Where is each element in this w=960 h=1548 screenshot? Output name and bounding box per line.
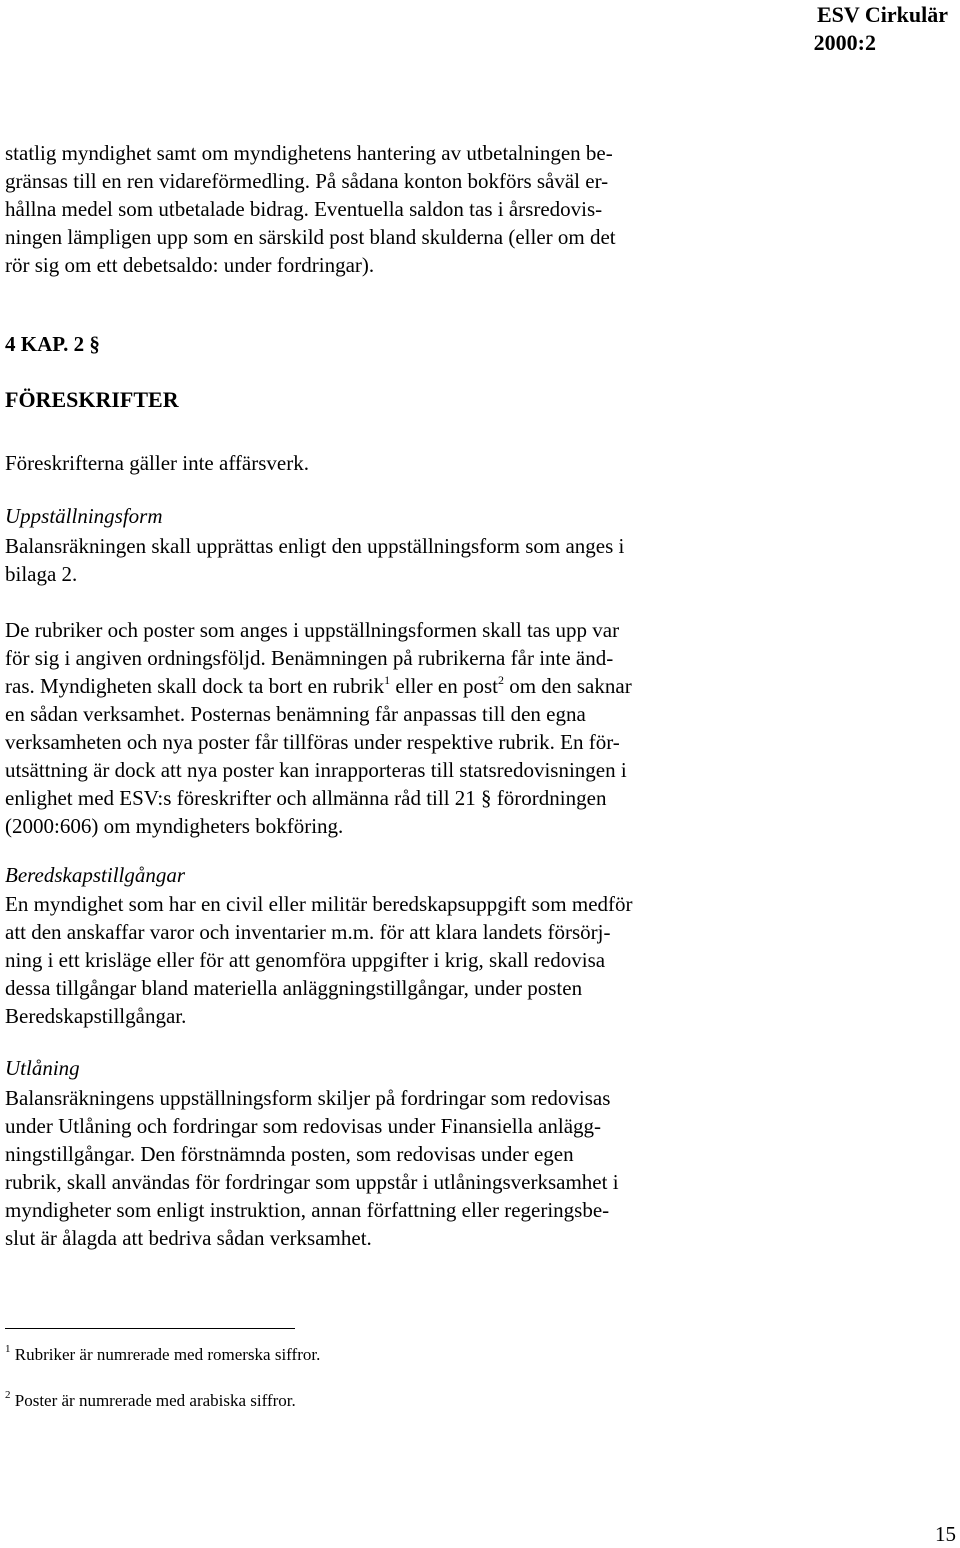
footnote-1 <box>5 1344 320 1366</box>
beredskap-line: Beredskapstillgångar. <box>5 1004 187 1028</box>
utlaning-line: Balansräkningens uppställningsform skiljer på fordringar som redovisas <box>5 1086 611 1110</box>
subheading-uppstallningsform: Uppställningsform <box>5 504 163 528</box>
header-title: ESV Cirkulär <box>816 2 948 27</box>
utlaning-line: under Utlåning och fordringar som redovisas under Finansiella anlägg- <box>5 1114 602 1138</box>
intro-line: statlig myndighet samt om myndighetens hantering av utbetalningen be- <box>5 141 613 165</box>
rubriker-line: utsättning är dock att nya poster kan inrapporteras till statsredovisningen i <box>5 758 627 782</box>
subheading-utlaning: Utlåning <box>5 1056 80 1080</box>
rubriker-text: om den saknar <box>503 674 632 698</box>
rubriker-line: verksamheten och nya poster får tillföras under respektive rubrik. En för- <box>5 730 620 754</box>
footnote-2 <box>5 1390 296 1412</box>
utlaning-line: ningstillgångar. Den förstnämnda posten, som redovisas under egen <box>5 1142 574 1166</box>
footnote-mark: 1 <box>5 1343 11 1355</box>
chapter-heading: 4 KAP. 2 § <box>5 332 100 356</box>
beredskap-line: att den anskaffar varor och inventarier m.m. för att klara landets försörj- <box>5 920 611 944</box>
rubriker-line: (2000:606) om myndigheters bokföring. <box>5 814 344 838</box>
beredskap-line: ning i ett krisläge eller för att genomföra uppgifter i krig, skall redovisa <box>5 948 606 972</box>
scope-line: Föreskrifterna gäller inte affärsverk. <box>5 451 309 475</box>
rubriker-line: för sig i angiven ordningsföljd. Benämningen på rubrikerna får inte änd- <box>5 646 614 670</box>
section-title: FÖRESKRIFTER <box>5 387 179 412</box>
rubriker-line: enlighet med ESV:s föreskrifter och allmänna råd till 21 § förordningen <box>5 786 607 810</box>
footnote-ref-2[interactable]: 2 <box>497 673 504 687</box>
utlaning-line: rubrik, skall användas för fordringar som uppstår i utlåningsverksamhet i <box>5 1170 619 1194</box>
subheading-beredskapstillgangar: Beredskapstillgångar <box>5 863 186 887</box>
rubriker-text: ras. Myndigheten skall dock ta bort en rubrik <box>5 674 385 698</box>
uppstallningsform-line: Balansräkningen skall upprättas enligt den uppställningsform som anges i <box>5 534 625 558</box>
beredskap-line: En myndighet som har en civil eller militär beredskapsuppgift som medför <box>5 892 633 916</box>
rubriker-line-with-footnote-refs <box>5 672 632 700</box>
footnote-mark: 2 <box>5 1389 11 1401</box>
intro-line: rör sig om ett debetsaldo: under fordringar). <box>5 253 375 277</box>
footnote-text: Rubriker är numrerade med romerska siffror. <box>14 1345 321 1364</box>
uppstallningsform-line: bilaga 2. <box>5 562 78 586</box>
intro-line: gränsas till en ren vidareförmedling. På sådana konton bokförs såväl er- <box>5 169 609 193</box>
header-number: 2000:2 <box>813 30 876 55</box>
intro-line: hållna medel som utbetalade bidrag. Eventuella saldon tas i årsredovis- <box>5 197 603 221</box>
page-number: 15 <box>935 1522 956 1546</box>
rubriker-line: De rubriker och poster som anges i uppställningsformen skall tas upp var <box>5 618 620 642</box>
footnote-text: Poster är numrerade med arabiska siffror. <box>14 1391 296 1410</box>
footnote-ref-1[interactable]: 1 <box>384 673 391 687</box>
rubriker-text: eller en post <box>390 674 498 698</box>
beredskap-line: dessa tillgångar bland materiella anläggningstillgångar, under posten <box>5 976 583 1000</box>
utlaning-line: slut är ålagda att bedriva sådan verksamhet. <box>5 1226 372 1250</box>
utlaning-line: myndigheter som enligt instruktion, annan författning eller regeringsbe- <box>5 1198 610 1222</box>
rubriker-line: en sådan verksamhet. Posternas benämning får anpassas till den egna <box>5 702 586 726</box>
intro-line: ningen lämpligen upp som en särskild post bland skulderna (eller om det <box>5 225 616 249</box>
footnote-separator <box>5 1328 295 1329</box>
